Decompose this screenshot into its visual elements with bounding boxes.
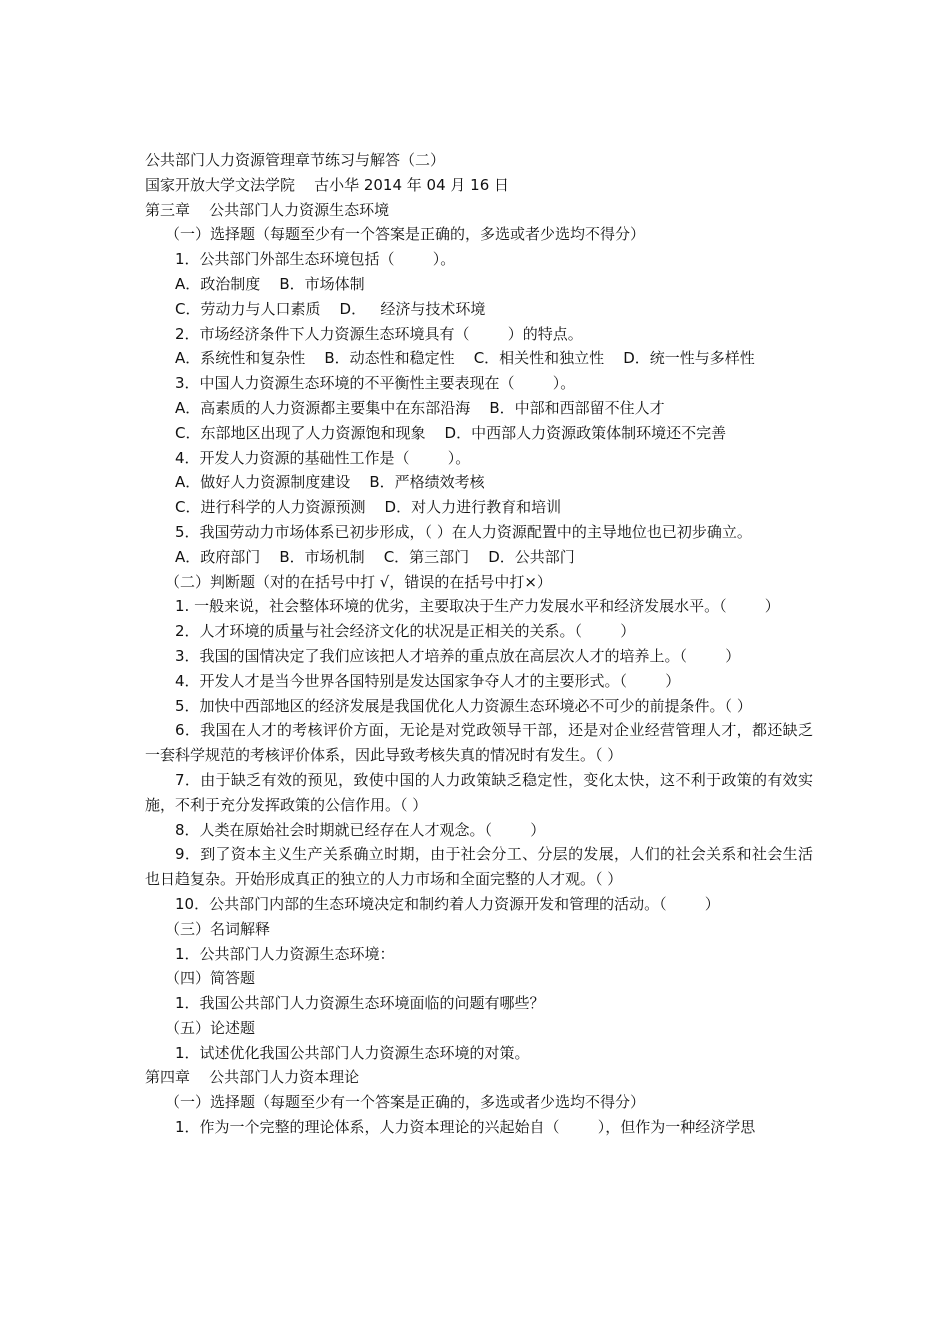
ch3-question-1: 1．公共部门外部生态环境包括（ ）。 [175,250,456,269]
ch3-judgement-6: 6．我国在人才的考核评价方面，无论是对党政领导干部，还是对企业经营管理人才，都还缺乏一套科学规范的考核评价体系，因此导致考核失真的情况时有发生。（ ） [145,721,813,765]
ch3-judgement-2: 2．人才环境的质量与社会经济文化的状况是正相关的关系。（ ） [175,622,636,641]
ch3-question-5-options: A．政府部门 B．市场机制 C．第三部门 D．公共部门 [175,547,575,566]
ch3-question-2: 2．市场经济条件下人力资源生态环境具有（ ）的特点。 [175,324,583,343]
ch4-question-1: 1．作为一个完整的理论体系，人力资本理论的兴起始自（ ），但作为一种经济学思 [175,1118,756,1137]
ch3-question-3-options-cd: C．东部地区出现了人力资源饱和现象 D．中西部人力资源政策体制环境还不完善 [175,423,727,442]
ch3-judgement-1: 1. 一般来说，社会整体环境的优劣，主要取决于生产力发展水平和经济发展水平。（ ） [175,597,780,616]
ch3-question-3: 3．中国人力资源生态环境的不平衡性主要表现在（ ）。 [175,374,576,393]
ch4-section-choice: （一）选择题（每题至少有一个答案是正确的，多选或者少选均不得分） [165,1093,646,1112]
ch3-section-terms: （三）名词解释 [165,919,271,938]
ch3-judgement-8: 8．人类在原始社会时期就已经存在人才观念。（ ） [175,820,546,839]
ch3-essay-1: 1．试述优化我国公共部门人力资源生态环境的对策。 [175,1043,530,1062]
document-title: 公共部门人力资源管理章节练习与解答（二） [145,151,446,169]
ch3-short-answer-1: 1．我国公共部门人力资源生态环境面临的问题有哪些？ [175,994,545,1013]
ch3-judgement-4: 4．开发人才是当今世界各国特别是发达国家争夺人才的主要形式。（ ） [175,671,681,690]
document-byline: 国家开放大学文法学院 古小华 2014 年 04 月 16 日 [145,175,510,194]
ch3-section-choice: （一）选择题（每题至少有一个答案是正确的，多选或者少选均不得分） [165,225,646,244]
ch3-judgement-3: 3．我国的国情决定了我们应该把人才培养的重点放在高层次人才的培养上。（ ） [175,646,741,665]
ch3-question-4-options-cd: C．进行科学的人力资源预测 D．对人力进行教育和培训 [175,498,562,517]
ch3-judgement-9: 9．到了资本主义生产关系确立时期，由于社会分工、分层的发展，人们的社会关系和社会生活也日趋复杂。开始形成真正的独立的人力市场和全面完整的人才观。（ ） [145,845,813,889]
ch3-section-judgement: （二）判断题（对的在括号中打 √，错误的在括号中打×） [165,572,552,591]
chapter-4-heading: 第四章 公共部门人力资本理论 [145,1068,360,1087]
ch3-question-2-options: A．系统性和复杂性 B．动态性和稳定性 C．相关性和独立性 D．统一性与多样性 [175,349,755,368]
ch3-question-5: 5．我国劳动力市场体系已初步形成，（ ）在人力资源配置中的主导地位也已初步确立。 [175,522,752,541]
ch3-question-3-options-ab: A．高素质的人力资源都主要集中在东部沿海 B．中部和西部留不住人才 [175,398,665,417]
document-page [145,148,813,1140]
ch3-judgement-5: 5．加快中西部地区的经济发展是我国优化人力资源生态环境必不可少的前提条件。（ ） [175,696,752,715]
ch3-section-essay: （五）论述题 [165,1018,256,1037]
ch3-question-4-options-ab: A．做好人力资源制度建设 B．严格绩效考核 [175,473,485,492]
ch3-question-1-options-ab: A．政治制度 B．市场体制 [175,274,365,293]
ch3-judgement-10: 10．公共部门内部的生态环境决定和制约着人力资源开发和管理的活动。（ ） [175,894,720,913]
ch3-question-4: 4．开发人力资源的基础性工作是（ ）。 [175,448,471,467]
ch3-question-1-options-cd: C．劳动力与人口素质 D． 经济与技术环境 [175,299,486,318]
ch3-section-short-answer: （四）简答题 [165,969,256,988]
ch3-judgement-7: 7．由于缺乏有效的预见，致使中国的人力政策缺乏稳定性，变化太快，这不利于政策的有效实施，不利于充分发挥政策的公信作用。（ ） [145,770,813,814]
chapter-3-heading: 第三章 公共部门人力资源生态环境 [145,200,390,219]
ch3-term-1: 1．公共部门人力资源生态环境： [175,944,395,963]
